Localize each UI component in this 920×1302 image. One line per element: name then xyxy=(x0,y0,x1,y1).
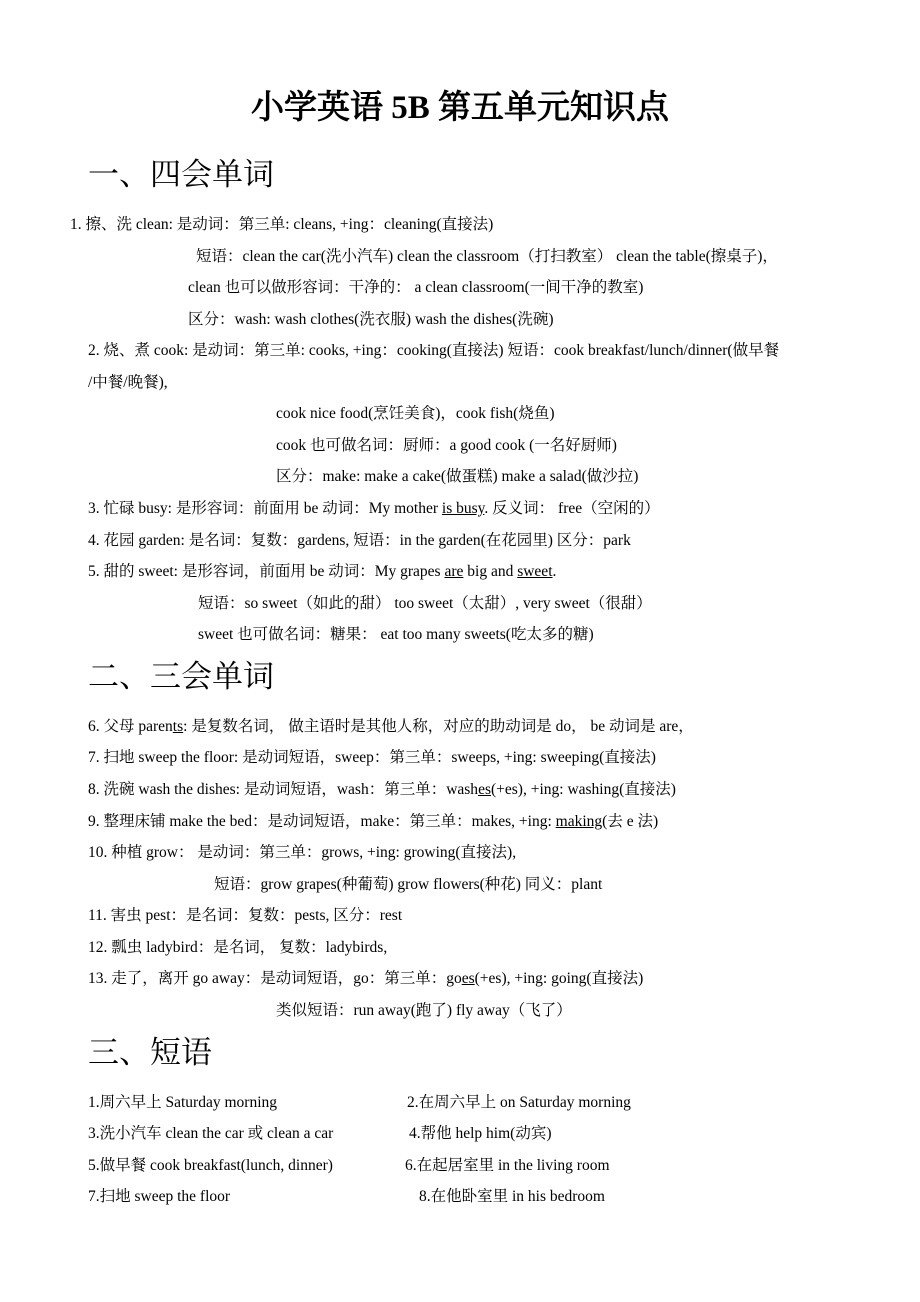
entry-cook-noun: cook 也可做名词：厨师：a good cook (一名好厨师) xyxy=(276,437,617,454)
page-title: 小学英语 5B 第五单元知识点 xyxy=(250,90,669,126)
entry-grow: 10. 种植 grow： 是动词：第三单：grows, +ing: growing(直接法), xyxy=(88,844,517,861)
entry-clean-distinguish: 区分：wash: wash clothes(洗衣服) wash the dishes(洗碗) xyxy=(188,311,554,328)
phrase-item: 3.洗小汽车 clean the car 或 clean a car xyxy=(88,1125,334,1142)
entry-sweet-phrases: 短语：so sweet（如此的甜） too sweet（太甜）, very sweet（很甜） xyxy=(198,595,652,612)
underline-making: making xyxy=(555,813,603,830)
underline-es-goes: es xyxy=(461,970,475,987)
underline-are: are xyxy=(444,563,464,580)
entry-cook: 2. 烧、煮 cook: 是动词：第三单: cooks, +ing：cooking(直接法) 短语：cook breakfast/lunch/dinner(做早餐 xyxy=(88,342,780,359)
entry-wash-the-dishes: 8. 洗碗 wash the dishes: 是动词短语，wash：第三单：washes(+es), +ing: washing(直接法) xyxy=(88,781,676,798)
entry-garden: 4. 花园 garden: 是名词：复数：gardens, 短语：in the garden(在花园里) 区分：park xyxy=(88,532,631,549)
phrase-item: 7.扫地 sweep the floor xyxy=(88,1188,231,1205)
entry-clean-adjective: clean 也可以做形容词：干净的： a clean classroom(一间干净的教室) xyxy=(188,279,644,296)
section-heading-phrases: 三、短语 xyxy=(88,1035,212,1071)
entry-pest: 11. 害虫 pest：是名词：复数：pests, 区分：rest xyxy=(88,907,403,924)
section-heading-four-skill-words: 一、四会单词 xyxy=(88,157,274,193)
entry-make-the-bed: 9. 整理床铺 make the bed：是动词短语，make：第三单：makes, +ing: making(去 e 法) xyxy=(88,813,659,830)
entry-cook-phrases: cook nice food(烹饪美食)，cook fish(烧鱼) xyxy=(276,405,555,422)
entry-cook-distinguish: 区分：make: make a cake(做蛋糕) make a salad(做沙拉) xyxy=(276,468,639,485)
entry-sweep-the-floor: 7. 扫地 sweep the floor: 是动词短语，sweep：第三单：sweeps, +ing: sweeping(直接法) xyxy=(88,749,656,766)
entry-busy: 3. 忙碌 busy: 是形容词：前面用 be 动词：My mother is busy. 反义词： free（空闲的） xyxy=(88,500,660,517)
phrase-item: 8.在他卧室里 in his bedroom xyxy=(419,1188,605,1205)
underline-sweet: sweet xyxy=(517,563,553,580)
entry-cook-continued: /中餐/晚餐), xyxy=(88,374,168,391)
entry-parents: 6. 父母 parents: 是复数名词， 做主语时是其他人称，对应的助动词是 do， be 动词是 are， xyxy=(88,718,694,735)
entry-ladybird: 12. 瓢虫 ladybird：是名词， 复数：ladybirds, xyxy=(88,939,388,956)
underline-is-busy: is busy xyxy=(441,500,485,517)
entry-go-away-similar: 类似短语：run away(跑了) fly away（飞了） xyxy=(276,1002,572,1019)
phrase-item: 2.在周六早上 on Saturday morning xyxy=(407,1094,631,1111)
entry-clean: 1. 擦、洗 clean: 是动词：第三单: cleans, +ing：cleaning(直接法) xyxy=(70,216,494,233)
section-heading-three-skill-words: 二、三会单词 xyxy=(88,659,274,695)
entry-sweet-noun: sweet 也可做名词：糖果： eat too many sweets(吃太多的糖) xyxy=(198,626,594,643)
phrase-item: 4.帮他 help him(动宾) xyxy=(409,1125,552,1142)
phrase-item: 1.周六早上 Saturday morning xyxy=(88,1094,277,1111)
entry-sweet: 5. 甜的 sweet: 是形容词，前面用 be 动词：My grapes are big and sweet. xyxy=(88,563,557,580)
phrase-item: 5.做早餐 cook breakfast(lunch, dinner) xyxy=(88,1157,333,1174)
entry-go-away: 13. 走了，离开 go away：是动词短语，go：第三单：goes(+es), +ing: going(直接法) xyxy=(88,970,644,987)
underline-ts: ts xyxy=(172,718,184,735)
underline-es-washes: es xyxy=(478,781,491,798)
entry-grow-phrases: 短语：grow grapes(种葡萄) grow flowers(种花) 同义：plant xyxy=(214,876,603,893)
entry-clean-phrases: 短语：clean the car(洗小汽车) clean the classroom（打扫教室） clean the table(擦桌子)， xyxy=(196,248,778,265)
phrase-item: 6.在起居室里 in the living room xyxy=(405,1157,610,1174)
